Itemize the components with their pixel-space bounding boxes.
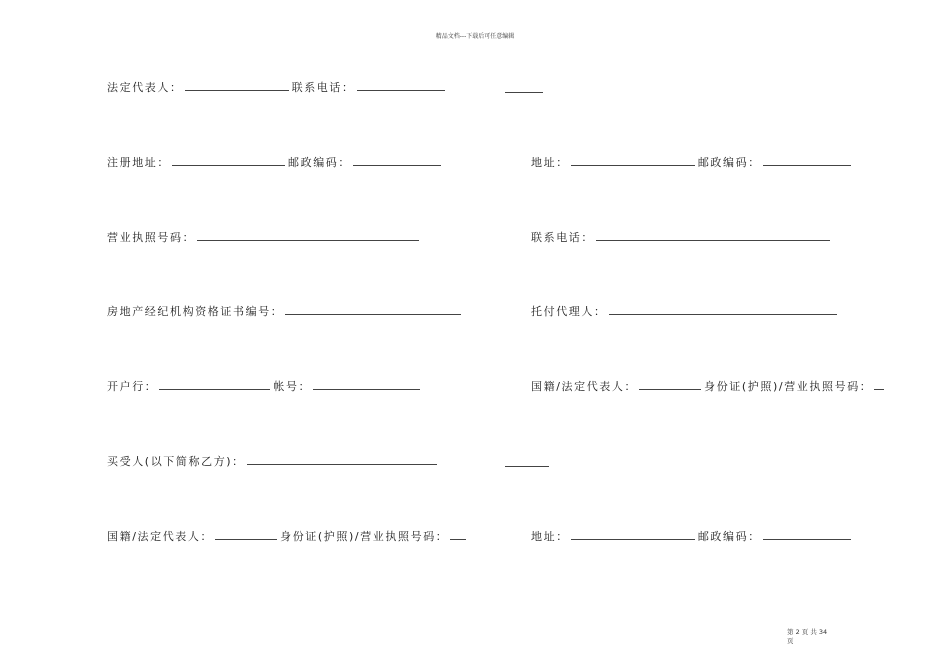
address-row-2 (531, 530, 854, 544)
account-label: 帐号： (273, 380, 312, 393)
page-number-line2: 页 (787, 637, 794, 645)
buyer-label: 买受人(以下简称乙方)： (107, 455, 245, 468)
nationality-row-2 (107, 530, 469, 544)
page-header: 精品文档---下载后可任意编辑 (435, 33, 515, 40)
contact-phone-blank-2[interactable] (596, 231, 830, 241)
page-number-line1: 第 2 页 共 34 (787, 628, 828, 636)
buyer-row (107, 455, 440, 469)
license-row (107, 231, 422, 245)
postcode-label-3: 邮政编码： (697, 530, 761, 543)
address-label-2: 地址： (531, 530, 569, 543)
broker-cert-blank[interactable] (285, 305, 461, 315)
address-blank-2[interactable] (571, 530, 695, 540)
bank-row (107, 380, 423, 394)
id-license-label: 身份证(护照)/营业执照号码： (704, 380, 873, 393)
extra-blank-row1[interactable] (505, 92, 543, 93)
postcode-label: 邮政编码： (288, 156, 351, 169)
agent-label: 托付代理人： (531, 305, 607, 318)
postcode-blank[interactable] (353, 156, 441, 166)
contact-phone-label: 联系电话： (291, 81, 355, 94)
bank-label: 开户行： (107, 380, 158, 393)
agent-row (531, 305, 840, 319)
bank-blank[interactable] (159, 380, 270, 390)
legal-rep-row (107, 81, 448, 95)
legal-rep-blank[interactable] (185, 81, 289, 91)
broker-cert-label: 房地产经纪机构资格证书编号： (107, 305, 284, 318)
nationality-label-2: 国籍/法定代表人： (107, 530, 214, 543)
reg-address-blank[interactable] (172, 156, 285, 166)
nationality-label: 国籍/法定代表人： (531, 380, 638, 393)
extra-blank-row6[interactable] (505, 466, 549, 467)
address-label: 地址： (531, 156, 569, 169)
legal-rep-label: 法定代表人： (107, 81, 183, 94)
address-row (531, 156, 854, 170)
id-license-blank-2[interactable] (450, 530, 466, 540)
reg-address-row (107, 156, 444, 170)
broker-cert-row (107, 305, 464, 319)
buyer-blank[interactable] (247, 455, 437, 465)
nationality-blank[interactable] (639, 380, 701, 390)
address-blank[interactable] (571, 156, 695, 166)
id-license-label-2: 身份证(护照)/营业执照号码： (280, 530, 449, 543)
reg-address-label: 注册地址： (107, 156, 170, 169)
contact-phone-label-2: 联系电话： (531, 231, 594, 244)
nationality-row (531, 380, 887, 394)
postcode-label-2: 邮政编码： (697, 156, 761, 169)
license-blank[interactable] (197, 231, 419, 241)
agent-blank[interactable] (609, 305, 837, 315)
page-number (787, 628, 827, 646)
license-label: 营业执照号码： (107, 231, 196, 244)
contact-phone-row-2 (531, 231, 833, 245)
contact-phone-blank[interactable] (357, 81, 445, 91)
account-blank[interactable] (313, 380, 420, 390)
id-license-blank[interactable] (874, 380, 884, 390)
postcode-blank-3[interactable] (763, 530, 851, 540)
nationality-blank-2[interactable] (215, 530, 277, 540)
postcode-blank-2[interactable] (763, 156, 851, 166)
